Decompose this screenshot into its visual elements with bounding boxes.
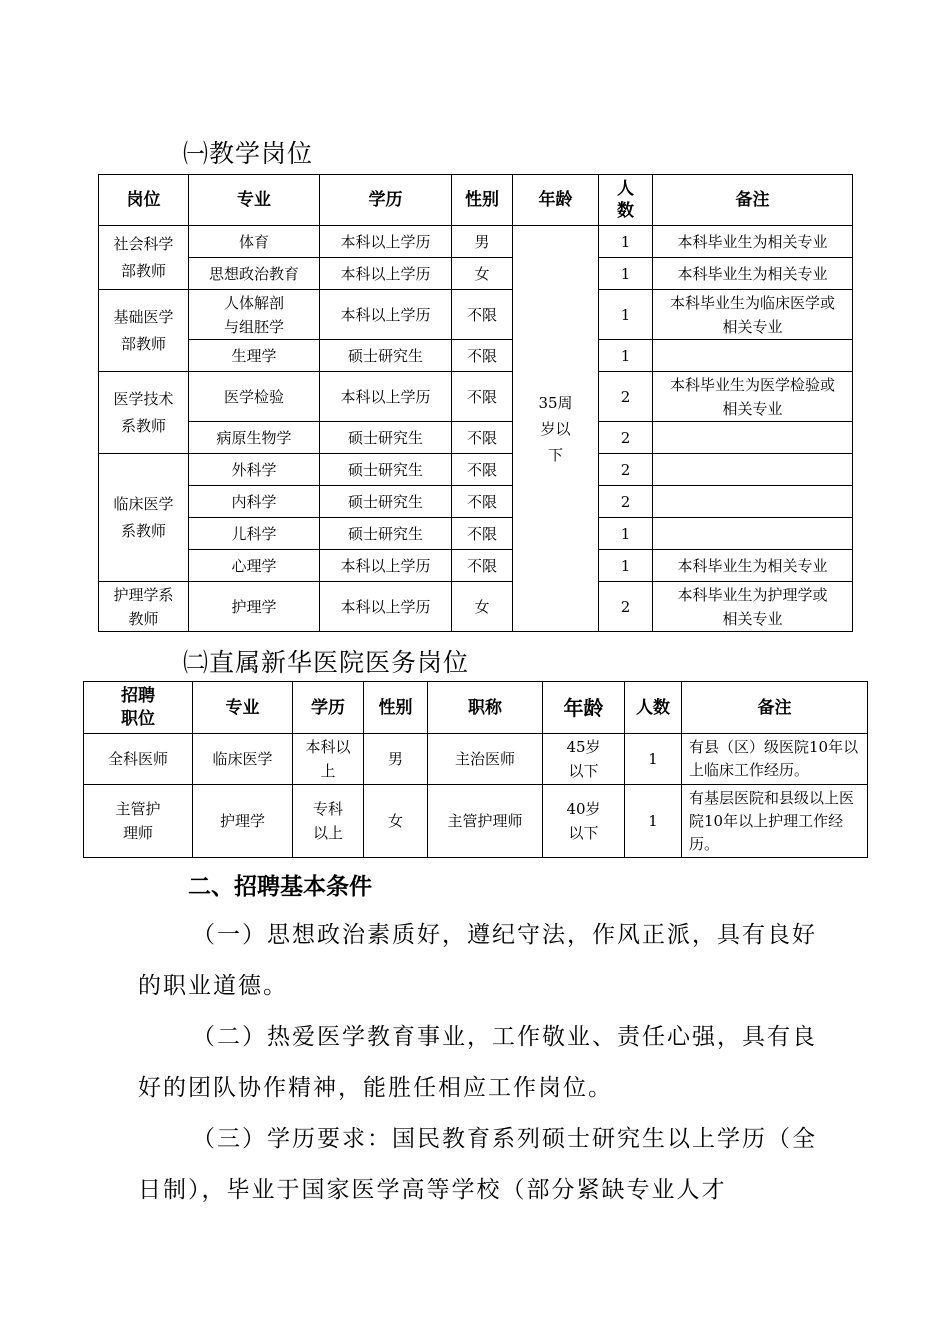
- teaching-posts-table: [98, 174, 853, 632]
- note-cell: [653, 518, 853, 550]
- column-header: 备注: [653, 175, 853, 226]
- gender-cell: 不限: [452, 340, 513, 372]
- gender-cell: 不限: [452, 290, 513, 340]
- table-header-row: [99, 175, 853, 226]
- table-row: [99, 340, 853, 372]
- gender-cell: 不限: [452, 372, 513, 422]
- table-row: [84, 785, 868, 858]
- column-header: 年龄: [543, 682, 625, 734]
- table-row: [99, 486, 853, 518]
- count-cell: 2: [599, 582, 653, 632]
- column-header: 职称: [428, 682, 543, 734]
- age-cell: 35周岁以下: [513, 226, 599, 632]
- count-cell: 1: [599, 518, 653, 550]
- major-cell: 临床医学: [193, 734, 293, 785]
- education-cell: 硕士研究生: [320, 422, 452, 454]
- column-header: 备注: [682, 682, 868, 734]
- table-row: [99, 422, 853, 454]
- gender-cell: 不限: [452, 454, 513, 486]
- column-header: 学历: [320, 175, 452, 226]
- gender-cell: 不限: [452, 422, 513, 454]
- major-cell: 体育: [189, 226, 320, 258]
- major-cell: 护理学: [189, 582, 320, 632]
- education-cell: 本科以上学历: [320, 290, 452, 340]
- section1-heading: ㈠教学岗位: [183, 139, 314, 168]
- column-header: 人数: [625, 682, 682, 734]
- post-cell: 全科医师: [84, 734, 193, 785]
- education-cell: 本科以上学历: [320, 226, 452, 258]
- education-cell: 本科以上学历: [320, 582, 452, 632]
- post-cell: 护理学系教师: [99, 582, 189, 632]
- major-cell: 外科学: [189, 454, 320, 486]
- hospital-posts-table: [83, 681, 868, 858]
- count-cell: 1: [599, 258, 653, 290]
- column-header: 岗位: [99, 175, 189, 226]
- count-cell: 2: [599, 422, 653, 454]
- education-cell: 本科以上: [293, 734, 364, 785]
- gender-cell: 男: [364, 734, 428, 785]
- section2-heading: ㈡直属新华医院医务岗位: [183, 648, 470, 677]
- education-cell: 本科以上学历: [320, 550, 452, 582]
- post-cell: 主管护理师: [84, 785, 193, 858]
- count-cell: 2: [599, 486, 653, 518]
- column-header: 招聘职位: [84, 682, 193, 734]
- paragraph: （三）学历要求：国民教育系列硕士研究生以上学历（全日制），毕业于国家医学高等学校（部分紧缺专业人才: [138, 1126, 817, 1203]
- major-cell: 儿科学: [189, 518, 320, 550]
- column-header: 年龄: [513, 175, 599, 226]
- gender-cell: 女: [452, 258, 513, 290]
- major-cell: 人体解剖与组胚学: [189, 290, 320, 340]
- note-cell: 本科毕业生为相关专业: [653, 258, 853, 290]
- section-title: 二、招聘基本条件: [188, 874, 372, 900]
- major-cell: 医学检验: [189, 372, 320, 422]
- table-row: [99, 258, 853, 290]
- column-header: 性别: [452, 175, 513, 226]
- table-row: [99, 290, 853, 340]
- major-cell: 生理学: [189, 340, 320, 372]
- major-cell: 护理学: [193, 785, 293, 858]
- count-cell: 1: [599, 290, 653, 340]
- note-cell: 有县（区）级医院10年以上临床工作经历。: [682, 734, 868, 785]
- count-cell: 1: [599, 226, 653, 258]
- gender-cell: 男: [452, 226, 513, 258]
- note-cell: 本科毕业生为医学检验或相关专业: [653, 372, 853, 422]
- note-cell: 本科毕业生为相关专业: [653, 550, 853, 582]
- title-cell: 主治医师: [428, 734, 543, 785]
- major-cell: 病原生物学: [189, 422, 320, 454]
- title-cell: 主管护理师: [428, 785, 543, 858]
- table-row: [99, 454, 853, 486]
- paragraph: （一）思想政治素质好，遵纪守法，作风正派，具有良好的职业道德。: [138, 922, 817, 999]
- paragraph: （二）热爱医学教育事业，工作敬业、责任心强，具有良好的团队协作精神，能胜任相应工作岗位。: [138, 1024, 817, 1101]
- post-cell: 临床医学系教师: [99, 454, 189, 582]
- gender-cell: 女: [452, 582, 513, 632]
- table-header-row: [84, 682, 868, 734]
- count-cell: 1: [599, 550, 653, 582]
- count-cell: 1: [625, 734, 682, 785]
- gender-cell: 不限: [452, 518, 513, 550]
- table-row: [99, 226, 853, 258]
- education-cell: 专科以上: [293, 785, 364, 858]
- education-cell: 本科以上学历: [320, 372, 452, 422]
- education-cell: 硕士研究生: [320, 486, 452, 518]
- education-cell: 硕士研究生: [320, 454, 452, 486]
- note-cell: 有基层医院和县级以上医院10年以上护理工作经历。: [682, 785, 868, 858]
- note-cell: 本科毕业生为相关专业: [653, 226, 853, 258]
- count-cell: 1: [625, 785, 682, 858]
- column-header: 学历: [293, 682, 364, 734]
- count-cell: 2: [599, 454, 653, 486]
- note-cell: 本科毕业生为护理学或相关专业: [653, 582, 853, 632]
- major-cell: 思想政治教育: [189, 258, 320, 290]
- education-cell: 本科以上学历: [320, 258, 452, 290]
- column-header: 性别: [364, 682, 428, 734]
- post-cell: 医学技术系教师: [99, 372, 189, 454]
- age-cell: 45岁以下: [543, 734, 625, 785]
- table-row: [99, 582, 853, 632]
- note-cell: 本科毕业生为临床医学或相关专业: [653, 290, 853, 340]
- note-cell: [653, 486, 853, 518]
- column-header: 专业: [193, 682, 293, 734]
- count-cell: 2: [599, 372, 653, 422]
- table-row: [99, 372, 853, 422]
- column-header: 人数: [599, 175, 653, 226]
- education-cell: 硕士研究生: [320, 340, 452, 372]
- gender-cell: 不限: [452, 550, 513, 582]
- table-row: [84, 734, 868, 785]
- note-cell: [653, 454, 853, 486]
- table-row: [99, 550, 853, 582]
- gender-cell: 女: [364, 785, 428, 858]
- post-cell: 基础医学部教师: [99, 290, 189, 372]
- column-header: 专业: [189, 175, 320, 226]
- table-row: [99, 518, 853, 550]
- post-cell: 社会科学部教师: [99, 226, 189, 290]
- note-cell: [653, 340, 853, 372]
- count-cell: 1: [599, 340, 653, 372]
- age-cell: 40岁以下: [543, 785, 625, 858]
- major-cell: 内科学: [189, 486, 320, 518]
- major-cell: 心理学: [189, 550, 320, 582]
- education-cell: 硕士研究生: [320, 518, 452, 550]
- note-cell: [653, 422, 853, 454]
- gender-cell: 不限: [452, 486, 513, 518]
